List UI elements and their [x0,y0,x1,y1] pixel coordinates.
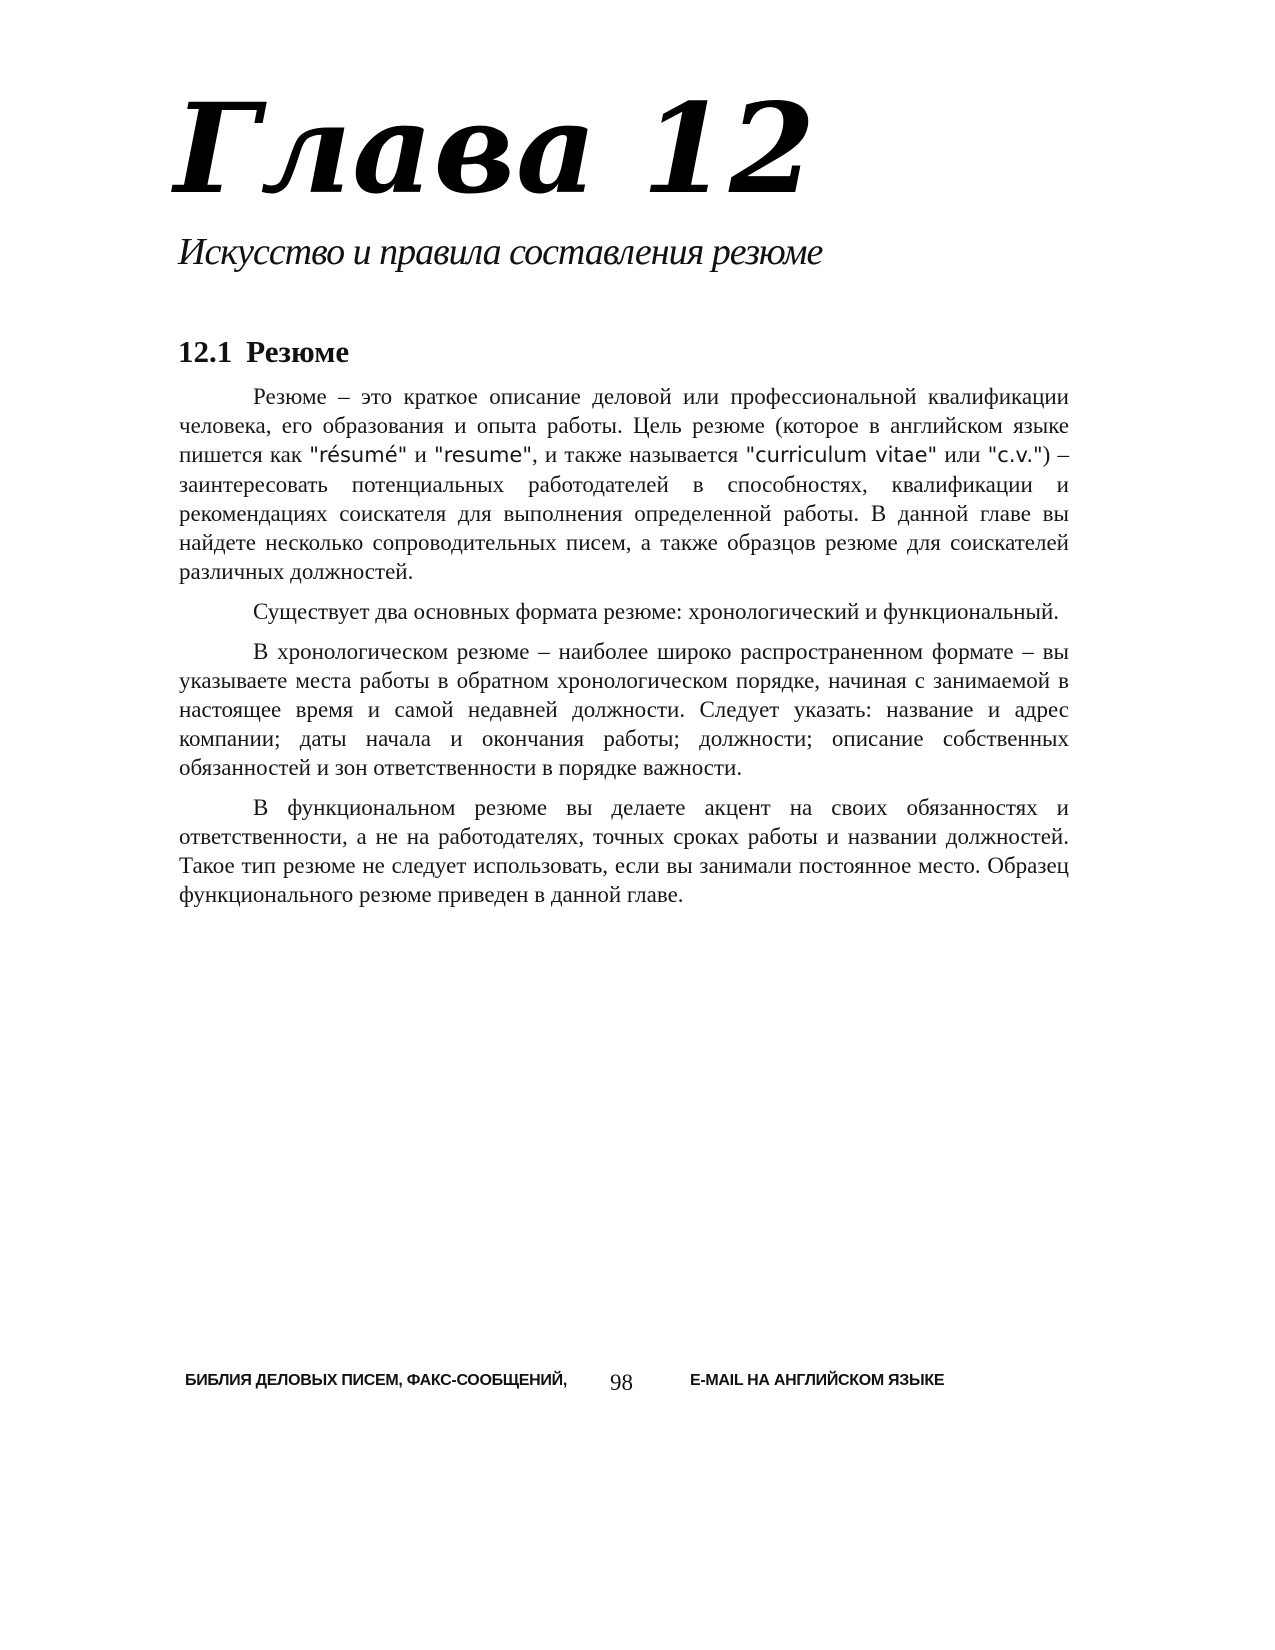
paragraph-text: Резюме – это краткое описание деловой или профессиональной квалификации человека, его образования и опыта работы. Цель резюме (которое в английском языке пишется как [179,384,1069,467]
section-title: Резюме [246,334,350,369]
paragraph-text: и [407,442,434,467]
term-resume: "resume" [433,443,532,467]
term-resume-accented: "résumé" [309,443,408,467]
chapter-title: Глава 12 [174,77,817,222]
paragraph-definition [179,382,1069,586]
paragraph-formats: Существует два основных формата резюме: хронологический и функциональный. [253,599,1060,624]
chapter-subtitle: Искусство и правила составления резюме [178,231,823,273]
footer-book-title-right: E-MAIL НА АНГЛИЙСКОМ ЯЗЫКЕ [690,1372,945,1389]
paragraph-functional: В функциональном резюме вы делаете акцент на своих обязанностях и ответственности, а не на работодателях, точных сроках работы и названии должностей. Такое тип резюме не следует использовать, если вы занимали постоянное место. Образец функционального резюме приведен в данной главе. [179,795,1069,907]
term-curriculum-vitae: "curriculum vitae" [745,443,938,467]
footer-book-title-left: БИБЛИЯ ДЕЛОВЫХ ПИСЕМ, ФАКС-СООБЩЕНИЙ, [185,1372,567,1389]
page-number: 98 [610,1370,633,1395]
term-cv: "c.v." [987,443,1043,467]
paragraph-chronological: В хронологическом резюме – наиболее широко распространенном формате – вы указываете места работы в обратном хронологическом порядке, начиная с занимаемой в настоящее время и самой недавней должности. Следует указать: название и адрес компании; даты начала и окончания работы; должности; описание собственных обязанностей и зон ответственности в порядке важности. [179,639,1069,780]
body-text [179,382,1069,920]
paragraph-text: ) – заинтересовать потенциальных работодателей в способностях, квалификации и рекомендациях соискателя для выполнения определенной работы. В данной главе вы найдете несколько сопроводительных писем, а также образцов резюме для соискателей различных должностей. [179,442,1069,584]
section-heading [178,333,349,370]
paragraph-text: или [937,442,988,467]
paragraph-text: , и также называется [532,442,746,467]
page-footer [0,1368,1275,1408]
section-number: 12.1 [178,334,233,369]
